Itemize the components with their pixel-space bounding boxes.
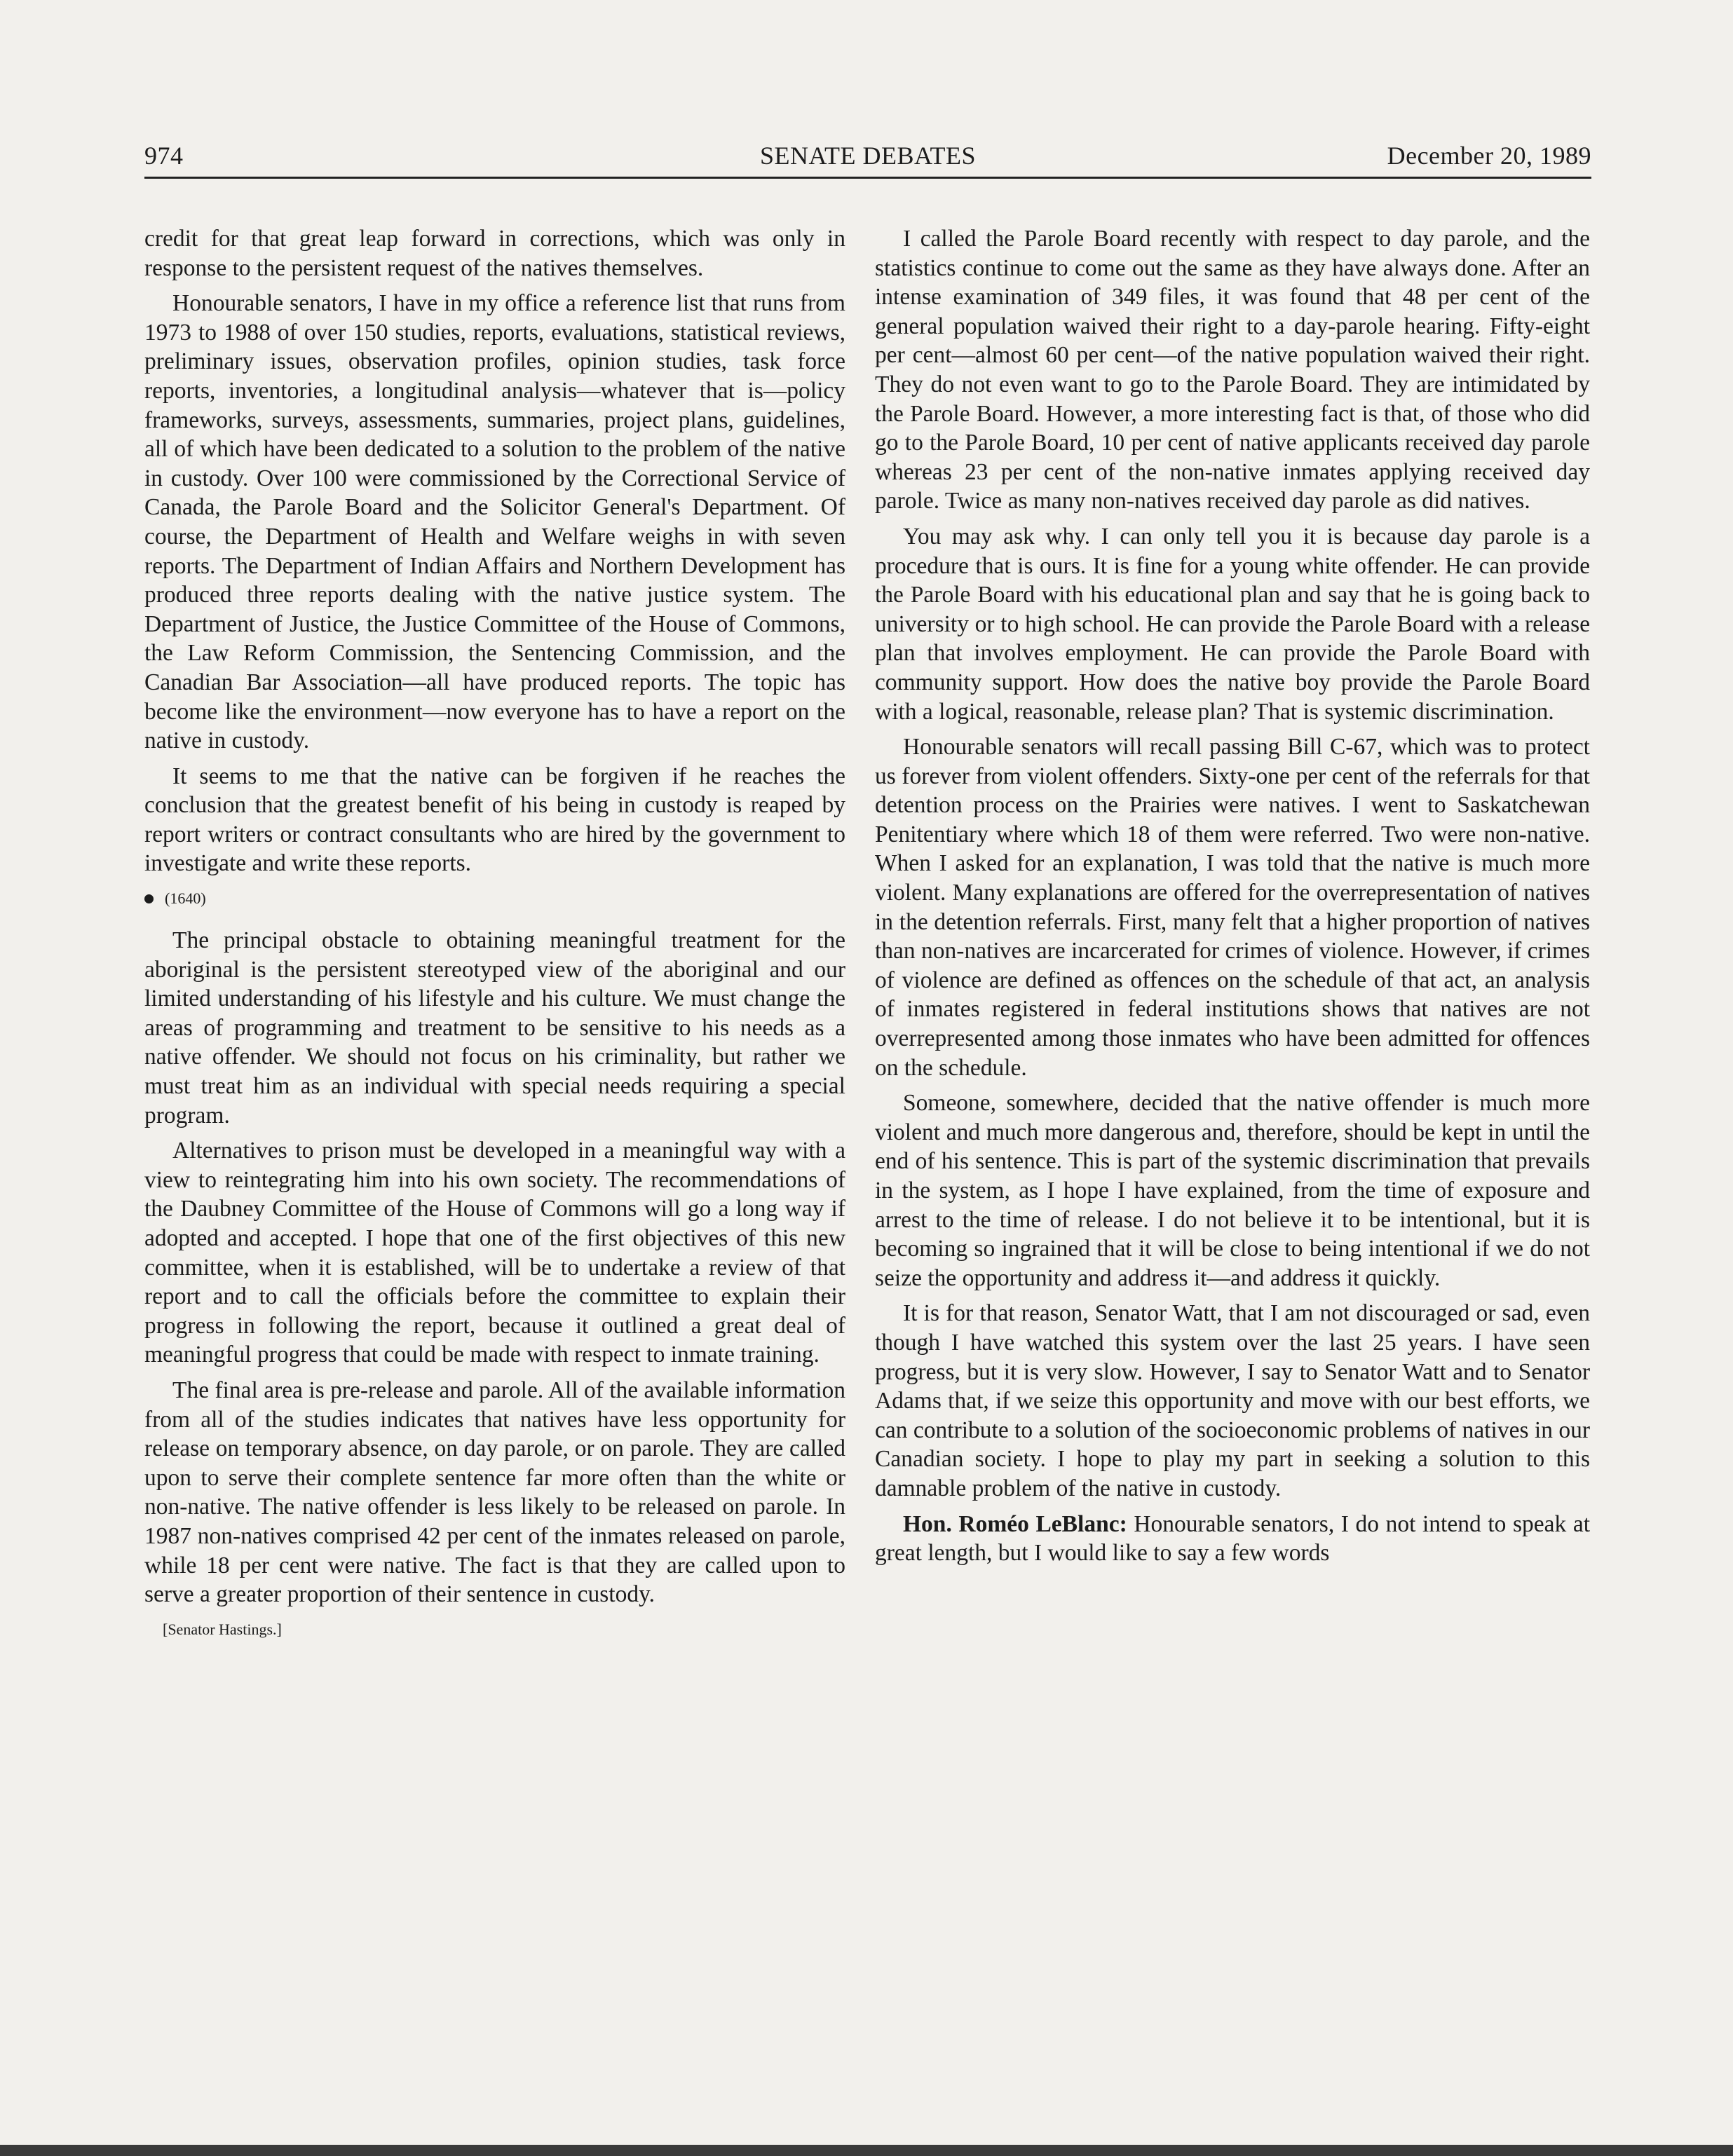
paragraph: The final area is pre-release and parole. All of the available information from all of the studies indicates that natives have less opportunity for release on temporary absence, on day parole, or on parole. They are called upon to serve their complete sentence far more often than the white or non-native. The native offender is less likely to be released on parole. In 1987 non-natives comprised 42 per cent of the inmates released on parole, while 18 per cent were native. The fact is that they are called upon to serve a greater proportion of their sentence in custody. [144, 1377, 845, 1608]
page-number: 974 [144, 142, 184, 170]
right-column [875, 224, 1590, 1574]
publication-date: December 20, 1989 [1387, 142, 1591, 170]
paragraph: The principal obstacle to obtaining meaningful treatment for the aboriginal is the persistent stereotyped view of the aboriginal and our limited understanding of his lifestyle and his culture. We must change the areas of programming and treatment to be sensitive to his needs as a native offender. We should not focus on his criminality, but rather we must treat him as an individual with special needs requiring a special program. [144, 927, 845, 1128]
paragraph: Alternatives to prison must be developed in a meaningful way with a view to reintegrating him into his own society. The recommendations of the Daubney Committee of the House of Commons will go a long way if adopted and accepted. I hope that one of the first objectives of this new committee, when it is established, will be to undertake a review of that report and to call the officials before the committee to explain their progress in following the report, because it outlined a great deal of meaningful progress that could be made with respect to inmate training. [144, 1138, 845, 1368]
speaker-attribution: [Senator Hastings.] [163, 1620, 282, 1638]
paragraph: credit for that great leap forward in corrections, which was only in response to the persistent request of the natives themselves. [144, 226, 845, 281]
left-column [144, 224, 845, 1640]
paragraph [875, 1510, 1590, 1568]
publication-title: SENATE DEBATES [759, 142, 976, 170]
paragraph: You may ask why. I can only tell you it is because day parole is a procedure that is ours. It is fine for a young white offender. He can provide the Parole Board with his educational plan and say that he is going back to university or to high school. He can provide the Parole Board with a release plan that involves employment. He can provide the Parole Board with community support. How does the native boy provide the Parole Board with a logical, reasonable, release plan? That is systemic discrimination. [875, 523, 1590, 725]
paragraph: It seems to me that the native can be forgiven if he reaches the conclusion that the greatest benefit of his being in custody is reaped by report writers or contract consultants who are hired by the government to investigate and write these reports. [144, 763, 845, 877]
paragraph: It is for that reason, Senator Watt, that I am not discouraged or sad, even though I have watched this system over the last 25 years. I have seen progress, but it is very slow. However, I say to Senator Watt and to Senator Adams that, if we seize this opportunity and move with our best efforts, we can contribute to a solution of the socioeconomic problems of natives in our Canadian society. I hope to play my part in seeking a solution to this damnable problem of the native in custody. [875, 1300, 1590, 1501]
paragraph: Someone, somewhere, decided that the native offender is much more violent and much more dangerous and, therefore, should be kept in until the end of his sentence. This is part of the systemic discrimination that prevails in the system, as I hope I have explained, from the time of exposure and arrest to the time of release. I do not believe it to be intentional, but it is becoming so ingrained that it will be close to being intentional if we do not seize the opportunity and address it—and address it quickly. [875, 1090, 1590, 1291]
paragraph: Honourable senators, I have in my office a reference list that runs from 1973 to 1988 of over 150 studies, reports, evaluations, statistical reviews, preliminary issues, observation profiles, opinion studies, task force reports, inventories, a longitudinal analysis—whatever that is—policy frameworks, surveys, assessments, summaries, project plans, guidelines, all of which have been dedicated to a solution to the problem of the native in custody. Over 100 were commissioned by the Correctional Service of Canada, the Parole Board and the Solicitor General's Department. Of course, the Department of Health and Welfare weighs in with seven reports. The Department of Indian Affairs and Northern Development has produced three reports dealing with the native justice system. The Department of Justice, the Justice Committee of the House of Commons, the Law Reform Commission, the Sentencing Commission, and the Canadian Bar Association—all have produced reports. The topic has become like the environment—now everyone has to have a report on the native in custody. [144, 290, 845, 754]
speech-text: Honourable senators, I do not intend to speak at great length, but I would like to say a few words [875, 1510, 1590, 1567]
scan-edge [0, 2145, 1733, 2156]
time-marker-label: (1640) [165, 889, 206, 908]
paragraph: Honourable senators will recall passing Bill C-67, which was to protect us forever from violent offenders. Sixty-one per cent of the referrals for that detention process on the Prairies were natives. I went to Saskatchewan Penitentiary where which 18 of them were referred. Two were non-native. When I asked for an explanation, I was told that the native is much more violent. Many explanations are offered for the overrepresentation of natives in the detention referrals. First, many felt that a higher proportion of natives than non-natives are incarcerated for crimes of violence. However, if crimes of violence are defined as offences on the schedule of that act, an analysis of inmates registered in federal institutions shows that natives are not overrepresented among those inmates who have been admitted for offences on the schedule. [875, 734, 1590, 1081]
time-marker [144, 888, 845, 909]
page-header [144, 140, 1591, 179]
paragraph: I called the Parole Board recently with respect to day parole, and the statistics continue to come out the same as they have always done. After an intense examination of 349 files, it was found that 48 per cent of the general population waived their right to a day-parole hearing. Fifty-eight per cent—almost 60 per cent—of the native population waived their right. They do not even want to go to the Parole Board. They are intimidated by the Parole Board. However, a more interesting fact is that, of those who did go to the Parole Board, 10 per cent of native applicants received day parole whereas 23 per cent of the non-native inmates applying received day parole. Twice as many non-natives received day parole as did natives. [875, 226, 1590, 514]
speaker-name: Hon. Roméo LeBlanc: [903, 1510, 1127, 1537]
bullet-icon [144, 894, 154, 903]
